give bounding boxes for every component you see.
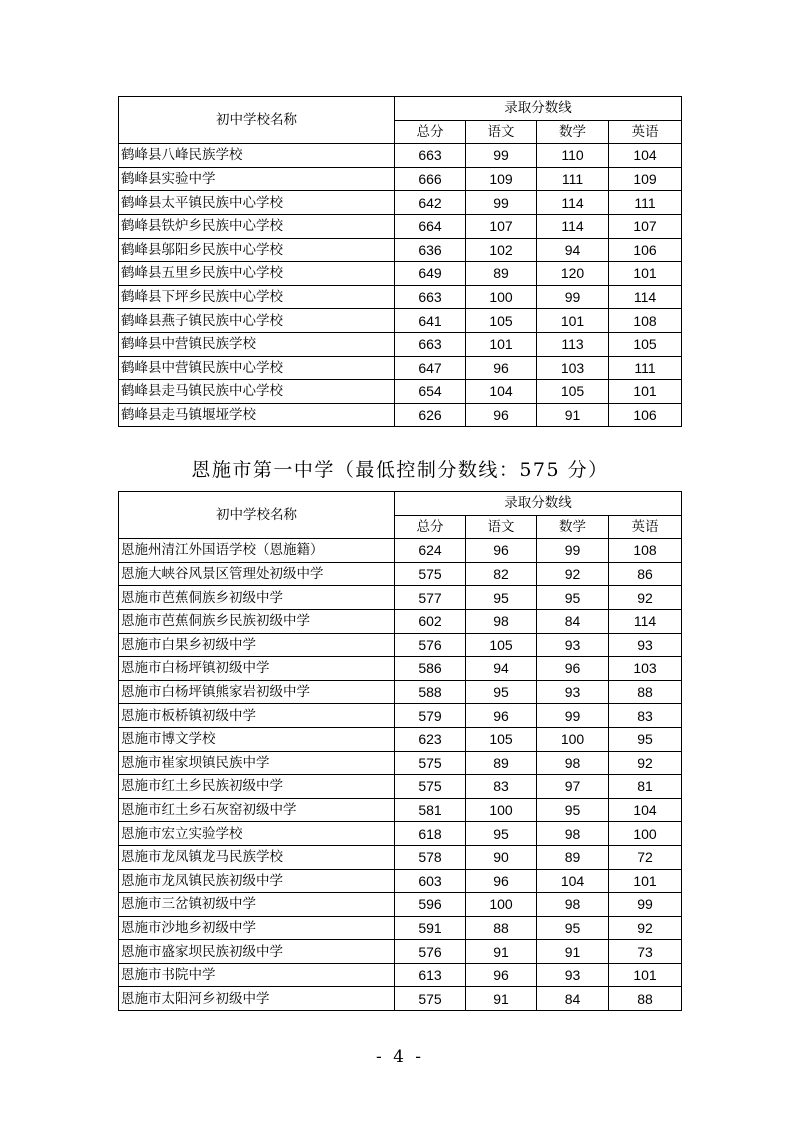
chinese-score: 96 — [466, 869, 537, 893]
total-score: 654 — [395, 380, 466, 404]
english-score: 92 — [609, 916, 682, 940]
total-score: 626 — [395, 403, 466, 427]
chinese-score: 90 — [466, 845, 537, 869]
table-row — [119, 704, 682, 728]
chinese-score: 89 — [466, 751, 537, 775]
table-row — [119, 403, 682, 427]
total-score: 664 — [395, 214, 466, 238]
total-score-header: 总分 — [395, 120, 466, 144]
total-score: 642 — [395, 191, 466, 215]
chinese-score: 109 — [466, 167, 537, 191]
total-score: 641 — [395, 309, 466, 333]
total-score: 624 — [395, 539, 466, 563]
school-name: 恩施市太阳河乡初级中学 — [119, 987, 395, 1011]
table-row — [119, 893, 682, 917]
chinese-score: 91 — [466, 940, 537, 964]
table-row — [119, 798, 682, 822]
table-row — [119, 285, 682, 309]
english-score: 111 — [609, 356, 682, 380]
english-score: 101 — [609, 963, 682, 987]
total-score: 613 — [395, 963, 466, 987]
math-score: 110 — [537, 144, 609, 168]
admission-table-hefeng — [118, 96, 682, 427]
chinese-score: 100 — [466, 893, 537, 917]
math-score: 104 — [537, 869, 609, 893]
school-name: 恩施市盛家坝民族初级中学 — [119, 940, 395, 964]
english-score: 111 — [609, 191, 682, 215]
table-row — [119, 167, 682, 191]
school-name: 恩施市沙地乡初级中学 — [119, 916, 395, 940]
total-score: 577 — [395, 586, 466, 610]
total-score: 602 — [395, 609, 466, 633]
total-score: 575 — [395, 562, 466, 586]
table-header-row — [119, 492, 682, 516]
total-score: 586 — [395, 657, 466, 681]
school-name: 恩施市芭蕉侗族乡初级中学 — [119, 586, 395, 610]
math-score: 84 — [537, 987, 609, 1011]
english-score: 104 — [609, 144, 682, 168]
math-score: 91 — [537, 940, 609, 964]
chinese-score: 102 — [466, 238, 537, 262]
english-score: 92 — [609, 586, 682, 610]
school-name: 恩施市芭蕉侗族乡民族初级中学 — [119, 609, 395, 633]
total-score: 579 — [395, 704, 466, 728]
school-name: 鹤峰县走马镇堰垭学校 — [119, 403, 395, 427]
chinese-score: 96 — [466, 539, 537, 563]
total-score: 636 — [395, 238, 466, 262]
school-name: 恩施市三岔镇初级中学 — [119, 893, 395, 917]
english-header: 英语 — [609, 515, 682, 539]
school-name-header: 初中学校名称 — [119, 97, 395, 144]
total-score: 663 — [395, 144, 466, 168]
school-name: 恩施市白果乡初级中学 — [119, 633, 395, 657]
admission-table-enshi-no1 — [118, 491, 682, 1011]
math-score: 93 — [537, 633, 609, 657]
math-score: 84 — [537, 609, 609, 633]
table-row — [119, 214, 682, 238]
school-name: 鹤峰县走马镇民族中心学校 — [119, 380, 395, 404]
math-score: 114 — [537, 214, 609, 238]
english-score: 106 — [609, 238, 682, 262]
math-score: 111 — [537, 167, 609, 191]
school-name: 鹤峰县铁炉乡民族中心学校 — [119, 214, 395, 238]
total-score: 647 — [395, 356, 466, 380]
english-header: 英语 — [609, 120, 682, 144]
chinese-header: 语文 — [466, 120, 537, 144]
chinese-score: 89 — [466, 262, 537, 286]
total-score-header: 总分 — [395, 515, 466, 539]
english-score: 107 — [609, 214, 682, 238]
math-score: 101 — [537, 309, 609, 333]
math-score: 103 — [537, 356, 609, 380]
table-row — [119, 845, 682, 869]
table-row — [119, 869, 682, 893]
school-name: 鹤峰县实验中学 — [119, 167, 395, 191]
chinese-score: 99 — [466, 191, 537, 215]
school-name: 鹤峰县中营镇民族学校 — [119, 332, 395, 356]
math-score: 94 — [537, 238, 609, 262]
school-name: 鹤峰县中营镇民族中心学校 — [119, 356, 395, 380]
math-score: 95 — [537, 798, 609, 822]
school-name: 鹤峰县五里乡民族中心学校 — [119, 262, 395, 286]
section-heading: 恩施市第一中学（最低控制分数线：575 分） — [191, 459, 609, 481]
total-score: 581 — [395, 798, 466, 822]
school-name: 恩施市书院中学 — [119, 963, 395, 987]
table-row — [119, 309, 682, 333]
math-score: 98 — [537, 893, 609, 917]
math-score: 89 — [537, 845, 609, 869]
math-score: 93 — [537, 963, 609, 987]
english-score: 101 — [609, 380, 682, 404]
chinese-score: 98 — [466, 609, 537, 633]
table-row — [119, 356, 682, 380]
school-name: 恩施大峡谷风景区管理处初级中学 — [119, 562, 395, 586]
english-score: 86 — [609, 562, 682, 586]
page-number: - 4 - — [375, 1047, 425, 1067]
english-score: 93 — [609, 633, 682, 657]
math-score: 92 — [537, 562, 609, 586]
english-score: 106 — [609, 403, 682, 427]
total-score: 575 — [395, 987, 466, 1011]
table-row — [119, 633, 682, 657]
english-score: 101 — [609, 262, 682, 286]
total-score: 578 — [395, 845, 466, 869]
total-score: 576 — [395, 633, 466, 657]
table-row — [119, 680, 682, 704]
english-score: 101 — [609, 869, 682, 893]
chinese-score: 100 — [466, 798, 537, 822]
total-score: 618 — [395, 822, 466, 846]
english-score: 72 — [609, 845, 682, 869]
math-score: 120 — [537, 262, 609, 286]
table-row — [119, 191, 682, 215]
school-name: 恩施市白杨坪镇初级中学 — [119, 657, 395, 681]
school-name: 鹤峰县邬阳乡民族中心学校 — [119, 238, 395, 262]
school-name: 恩施市红土乡民族初级中学 — [119, 775, 395, 799]
math-score: 114 — [537, 191, 609, 215]
total-score: 603 — [395, 869, 466, 893]
total-score: 575 — [395, 775, 466, 799]
chinese-score: 94 — [466, 657, 537, 681]
math-score: 113 — [537, 332, 609, 356]
english-score: 92 — [609, 751, 682, 775]
math-score: 97 — [537, 775, 609, 799]
math-score: 95 — [537, 916, 609, 940]
cutoff-score-header: 录取分数线 — [395, 97, 682, 121]
english-score: 95 — [609, 727, 682, 751]
english-score: 83 — [609, 704, 682, 728]
chinese-score: 104 — [466, 380, 537, 404]
table-row — [119, 609, 682, 633]
table-row — [119, 586, 682, 610]
table-row — [119, 380, 682, 404]
table-row — [119, 332, 682, 356]
math-score: 99 — [537, 539, 609, 563]
table-row — [119, 987, 682, 1011]
math-score: 98 — [537, 822, 609, 846]
table-row — [119, 963, 682, 987]
table-row — [119, 144, 682, 168]
school-name: 恩施市白杨坪镇熊家岩初级中学 — [119, 680, 395, 704]
cutoff-score-header: 录取分数线 — [395, 492, 682, 516]
chinese-score: 83 — [466, 775, 537, 799]
chinese-score: 100 — [466, 285, 537, 309]
chinese-score: 107 — [466, 214, 537, 238]
chinese-score: 96 — [466, 963, 537, 987]
total-score: 666 — [395, 167, 466, 191]
total-score: 588 — [395, 680, 466, 704]
math-score: 93 — [537, 680, 609, 704]
chinese-score: 105 — [466, 633, 537, 657]
math-score: 100 — [537, 727, 609, 751]
english-score: 104 — [609, 798, 682, 822]
math-header: 数学 — [537, 515, 609, 539]
chinese-score: 105 — [466, 727, 537, 751]
table-row — [119, 916, 682, 940]
chinese-score: 96 — [466, 704, 537, 728]
chinese-score: 95 — [466, 680, 537, 704]
total-score: 596 — [395, 893, 466, 917]
chinese-score: 95 — [466, 822, 537, 846]
total-score: 575 — [395, 751, 466, 775]
chinese-score: 95 — [466, 586, 537, 610]
table-row — [119, 262, 682, 286]
english-score: 100 — [609, 822, 682, 846]
school-name: 鹤峰县燕子镇民族中心学校 — [119, 309, 395, 333]
table-row — [119, 657, 682, 681]
math-score: 98 — [537, 751, 609, 775]
english-score: 109 — [609, 167, 682, 191]
english-score: 114 — [609, 285, 682, 309]
chinese-score: 91 — [466, 987, 537, 1011]
school-name: 鹤峰县下坪乡民族中心学校 — [119, 285, 395, 309]
school-name: 恩施市博文学校 — [119, 727, 395, 751]
total-score: 649 — [395, 262, 466, 286]
math-score: 105 — [537, 380, 609, 404]
table-row — [119, 940, 682, 964]
school-name: 鹤峰县八峰民族学校 — [119, 144, 395, 168]
english-score: 99 — [609, 893, 682, 917]
english-score: 108 — [609, 309, 682, 333]
chinese-score: 105 — [466, 309, 537, 333]
math-header: 数学 — [537, 120, 609, 144]
english-score: 105 — [609, 332, 682, 356]
math-score: 99 — [537, 285, 609, 309]
total-score: 663 — [395, 332, 466, 356]
english-score: 114 — [609, 609, 682, 633]
table-row — [119, 238, 682, 262]
school-name: 恩施市板桥镇初级中学 — [119, 704, 395, 728]
total-score: 576 — [395, 940, 466, 964]
chinese-score: 99 — [466, 144, 537, 168]
chinese-score: 101 — [466, 332, 537, 356]
table-row — [119, 775, 682, 799]
chinese-score: 82 — [466, 562, 537, 586]
table-row — [119, 751, 682, 775]
english-score: 88 — [609, 680, 682, 704]
table-row — [119, 822, 682, 846]
chinese-score: 88 — [466, 916, 537, 940]
school-name: 恩施市崔家坝镇民族中学 — [119, 751, 395, 775]
chinese-score: 96 — [466, 403, 537, 427]
math-score: 99 — [537, 704, 609, 728]
table-row — [119, 727, 682, 751]
math-score: 96 — [537, 657, 609, 681]
math-score: 91 — [537, 403, 609, 427]
school-name: 恩施市龙凤镇龙马民族学校 — [119, 845, 395, 869]
table-row — [119, 562, 682, 586]
english-score: 88 — [609, 987, 682, 1011]
school-name: 恩施州清江外国语学校（恩施籍） — [119, 539, 395, 563]
table-row — [119, 539, 682, 563]
table-header-row — [119, 97, 682, 121]
english-score: 73 — [609, 940, 682, 964]
school-name: 鹤峰县太平镇民族中心学校 — [119, 191, 395, 215]
english-score: 108 — [609, 539, 682, 563]
total-score: 591 — [395, 916, 466, 940]
math-score: 95 — [537, 586, 609, 610]
chinese-header: 语文 — [466, 515, 537, 539]
school-name: 恩施市红土乡石灰窑初级中学 — [119, 798, 395, 822]
english-score: 81 — [609, 775, 682, 799]
school-name: 恩施市龙凤镇民族初级中学 — [119, 869, 395, 893]
school-name: 恩施市宏立实验学校 — [119, 822, 395, 846]
total-score: 623 — [395, 727, 466, 751]
english-score: 103 — [609, 657, 682, 681]
school-name-header: 初中学校名称 — [119, 492, 395, 539]
chinese-score: 96 — [466, 356, 537, 380]
total-score: 663 — [395, 285, 466, 309]
